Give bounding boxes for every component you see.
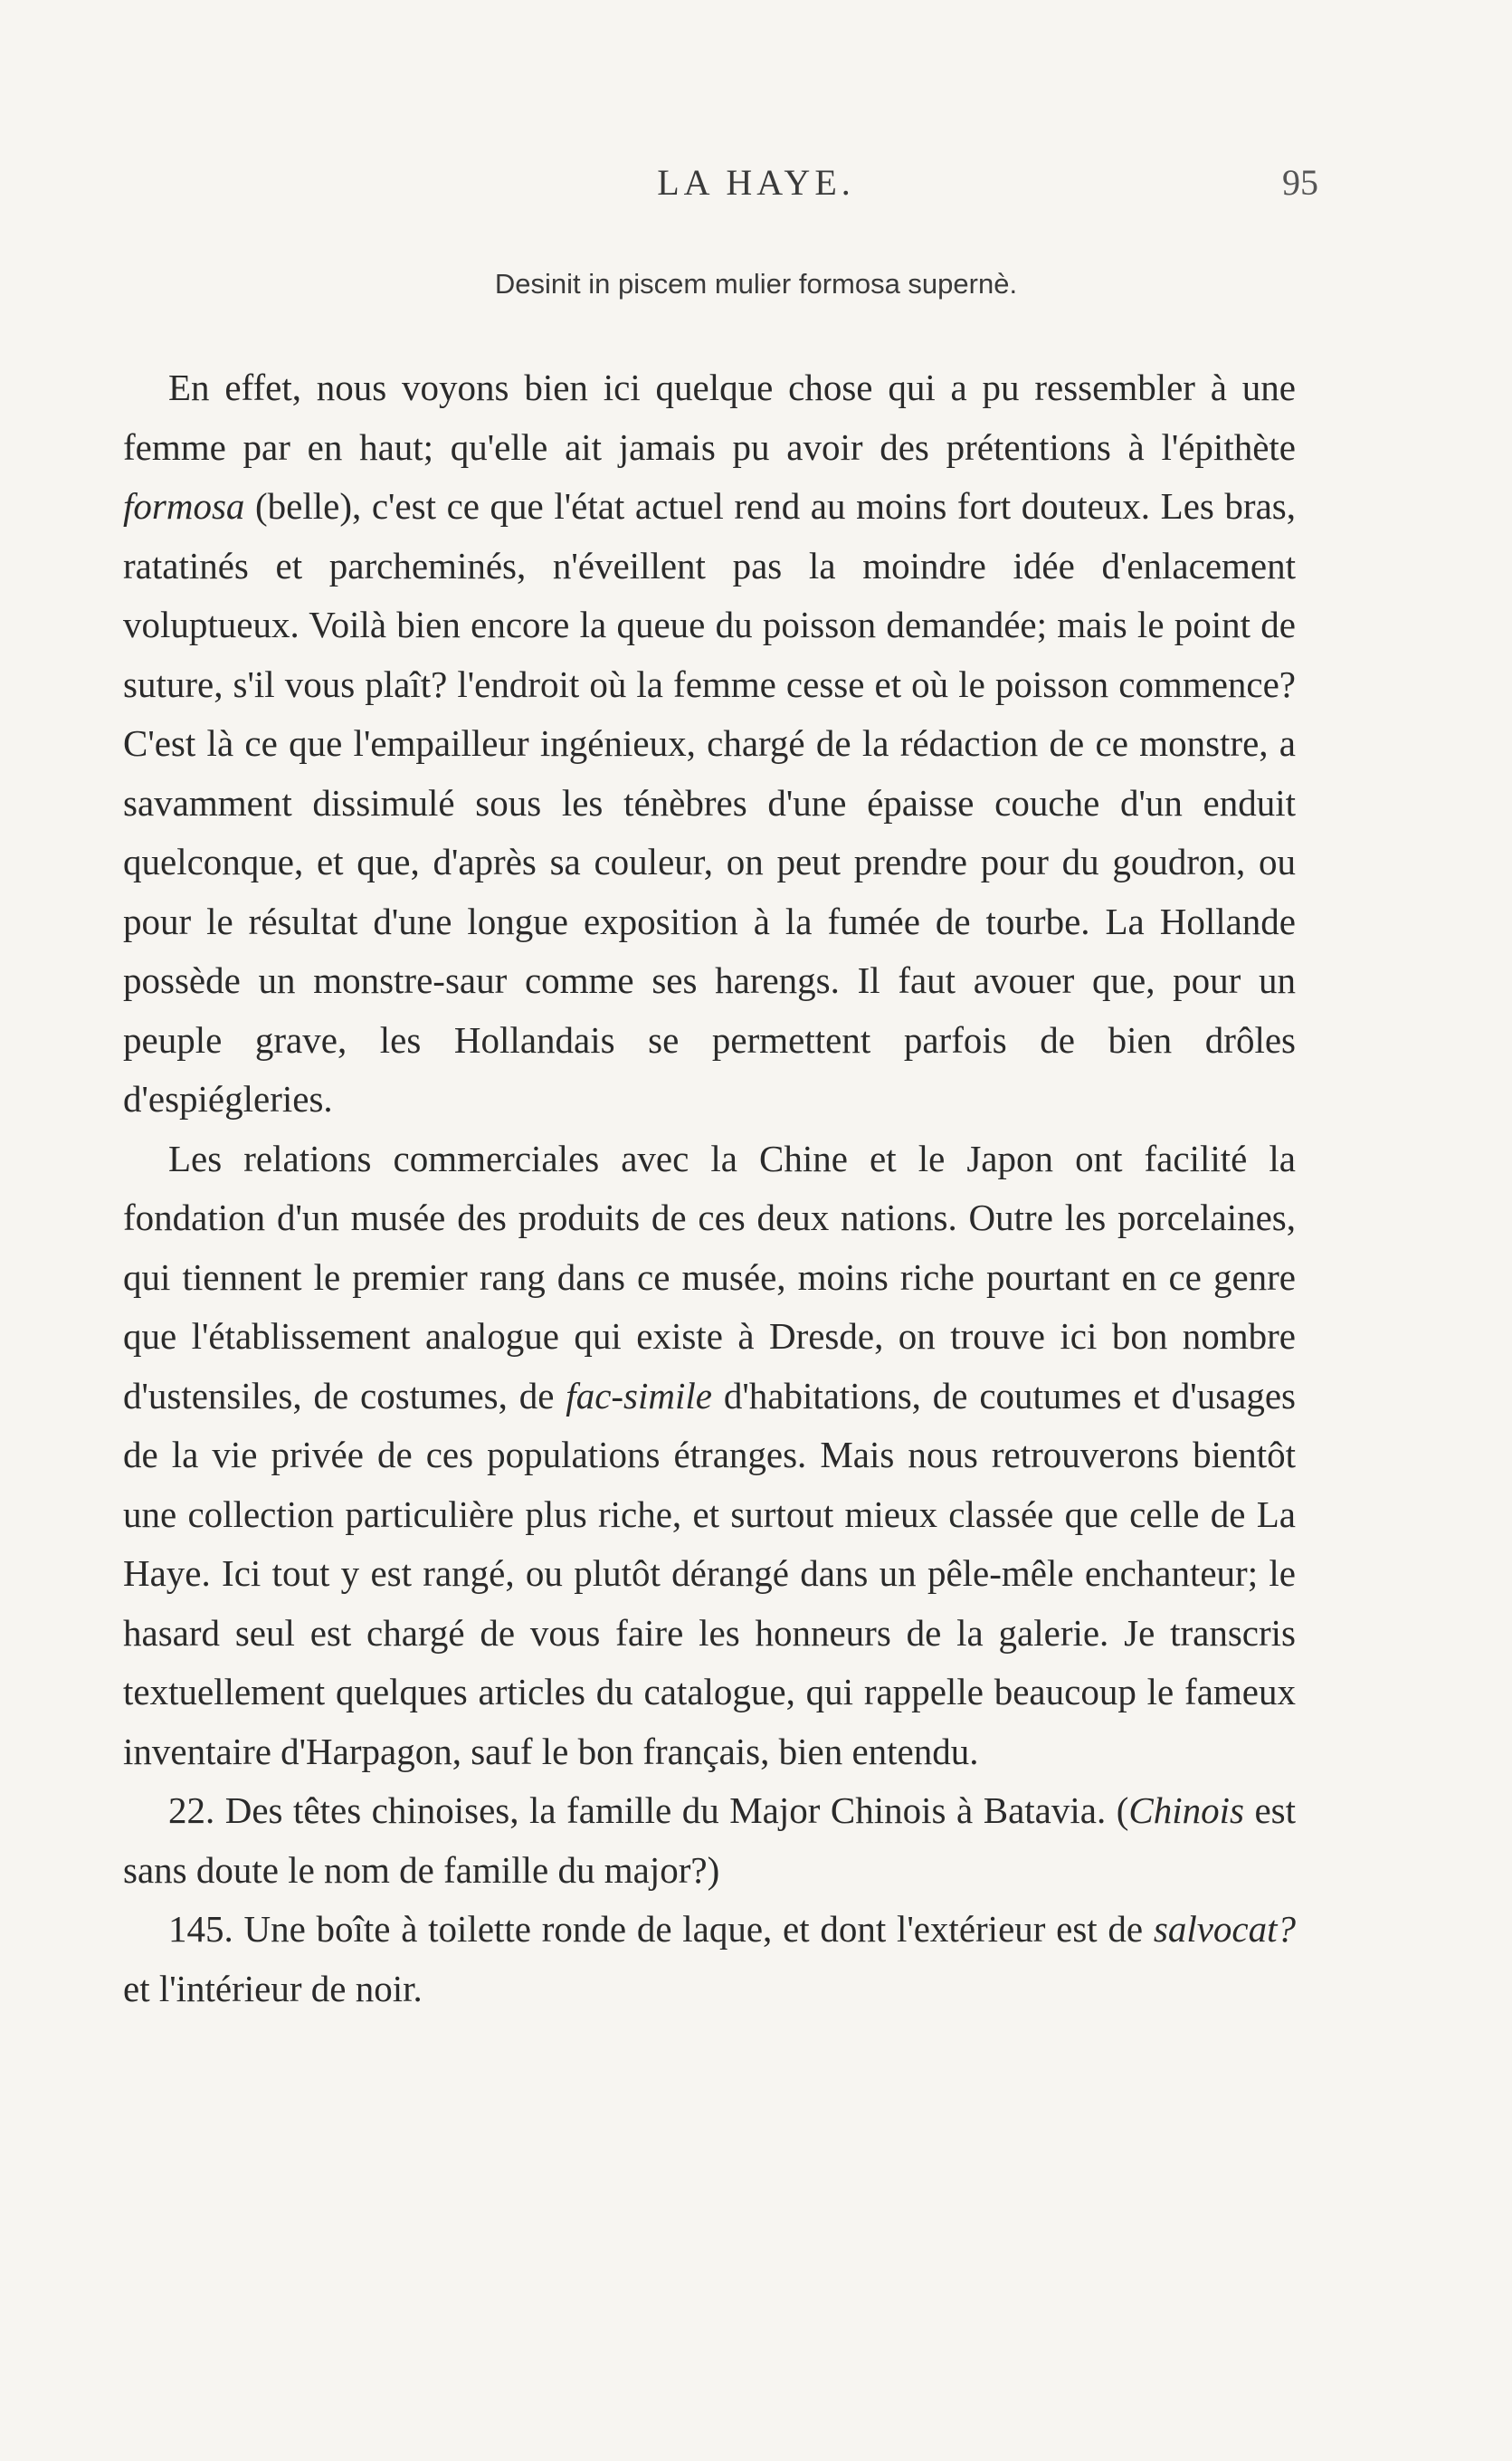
catalogue-entry-22-text-b: est sans doute le nom de famille du major?)	[123, 1789, 1297, 1891]
catalogue-entry-145-text-a: 145. Une boîte à toilette ronde de laque, et dont l'extérieur est de	[168, 1908, 1154, 1950]
paragraph-2-text-b: d'habitations, de coutumes et d'usages de la vie privée de ces populations étranges. Mais nous retrouverons bientôt une collection particulière plus riche, et surtout mieux classée que celle de La Haye. Ici tout y est rangé, ou plutôt dérangé dans un pêle-mêle enchanteur; le hasard seul est chargé de vous faire les honneurs de la galerie. Je transcris textuellement quelques articles du catalogue, qui rappelle beaucoup le fameux inventaire d'Harpagon, sauf le bon français, bien entendu.	[123, 1374, 1296, 1772]
running-title: LA HAYE.	[657, 162, 855, 203]
body-text	[123, 358, 1296, 2018]
paragraph-1-text-b: (belle), c'est ce que l'état actuel rend au moins fort douteux. Les bras, ratatinés et parcheminés, n'éveillent pas la moindre idée d'enlacement voluptueux. Voilà bien encore la queue du poisson demandée; mais le point de suture, s'il vous plaît? l'endroit où la femme cesse et où le poisson commence? C'est là ce que l'empailleur ingénieux, chargé de la rédaction de ce monstre, a savamment dissimulé sous les ténèbres d'une épaisse couche d'un enduit quelconque, et que, d'après sa couleur, on peut prendre pour du goudron, ou pour le résultat d'une longue exposition à la fumée de tourbe. La Hollande possède un monstre-saur comme ses harengs. Il faut avouer que, pour un peuple grave, les Hollandais se permettent parfois de bien drôles d'espiégleries.	[123, 485, 1296, 1120]
paragraph-1-italic-term: formosa	[123, 485, 245, 527]
catalogue-entry-145-text-b: et l'intérieur de noir.	[123, 1967, 423, 2009]
paragraph-2-italic-term: fac-simile	[566, 1374, 712, 1417]
paragraph-1-text-a: En effet, nous voyons bien ici quelque chose qui a pu ressembler à une femme par en haut; qu'elle ait jamais pu avoir des prétentions à l'épithète	[123, 367, 1296, 468]
paragraph-1	[123, 358, 1296, 1130]
catalogue-entry-22	[123, 1781, 1296, 1900]
running-head	[0, 161, 1512, 215]
catalogue-entry-22-italic-term: Chinois	[1128, 1789, 1244, 1831]
page-number: 95	[1282, 162, 1318, 203]
paragraph-2	[123, 1130, 1296, 1782]
catalogue-entry-145-italic-term: salvocat?	[1153, 1908, 1296, 1950]
catalogue-entry-22-text-a: 22. Des têtes chinoises, la famille du Major Chinois à Batavia. (	[168, 1789, 1129, 1831]
epigraph: Desinit in piscem mulier formosa supernè.	[494, 268, 1018, 300]
catalogue-entry-145	[123, 1900, 1296, 2018]
paragraph-2-text-a: Les relations commerciales avec la Chine et le Japon ont facilité la fondation d'un musée des produits de ces deux nations. Outre les porcelaines, qui tiennent le premier rang dans ce musée, moins riche pourtant en ce genre que l'établissement analogue qui existe à Dresde, on trouve ici bon nombre d'ustensiles, de costumes, de	[123, 1137, 1296, 1417]
